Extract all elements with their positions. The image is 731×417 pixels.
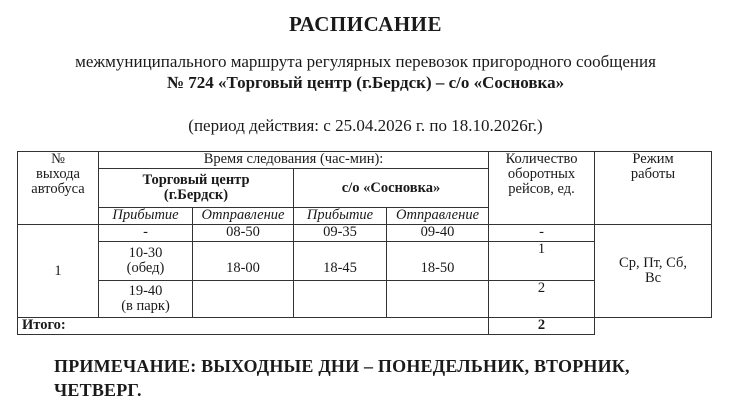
cell-a-departure: 18-00 — [193, 242, 294, 281]
cell-a-arrival: 19-40 (в парк) — [99, 281, 193, 318]
header-stop-torgovy-centr: Торговый центр (г.Бердск) — [99, 169, 294, 208]
cell-a-departure — [193, 281, 294, 318]
cell-b-arrival: 09-35 — [294, 225, 387, 242]
header-arrival-b: Прибытие — [294, 208, 387, 225]
header-stop-sosnovka: с/о «Сосновка» — [294, 169, 489, 208]
cell-trips: - — [489, 225, 595, 242]
exit-number-cell: 1 — [18, 225, 99, 318]
cell-a-arrival: 10-30 (обед) — [99, 242, 193, 281]
note-line-1: ПРИМЕЧАНИЕ: ВЫХОДНЫЕ ДНИ – ПОНЕДЕЛЬНИК, ВТОРНИК, — [54, 356, 630, 376]
cell-b-departure — [387, 281, 489, 318]
validity-period: (период действия: с 25.04.2026 г. по 18.10.2026г.) — [188, 116, 543, 135]
header-departure-b: Отправление — [387, 208, 489, 225]
header-travel-time: Время следования (час-мин): — [99, 152, 489, 169]
total-label: Итого: — [18, 318, 489, 335]
note-line-2: ЧЕТВЕРГ. — [54, 380, 142, 400]
route-name: № 724 «Торговый центр (г.Бердск) – с/о «Сосновка» — [166, 73, 565, 92]
cell-b-departure: 18-50 — [387, 242, 489, 281]
total-value: 2 — [489, 318, 595, 335]
cell-b-arrival: 18-45 — [294, 242, 387, 281]
cell-b-arrival — [294, 281, 387, 318]
header-exit-number: № выхода автобуса — [18, 152, 99, 225]
cell-b-departure: 09-40 — [387, 225, 489, 242]
header-arrival-a: Прибытие — [99, 208, 193, 225]
cell-a-arrival: - — [99, 225, 193, 242]
note — [54, 354, 694, 402]
schedule-table — [17, 151, 712, 335]
document-subtitle: межмуниципального маршрута регулярных перевозок пригородного сообщения — [75, 52, 656, 71]
header-departure-a: Отправление — [193, 208, 294, 225]
cell-trips: 1 — [489, 242, 595, 281]
document-title: РАСПИСАНИЕ — [288, 12, 443, 36]
header-operating-mode: Режим работы — [595, 152, 712, 225]
cell-a-departure: 08-50 — [193, 225, 294, 242]
operating-days-cell: Ср, Пт, Сб, Вс — [595, 225, 712, 318]
cell-trips: 2 — [489, 281, 595, 318]
header-trip-count: Количество оборотных рейсов, ед. — [489, 152, 595, 225]
